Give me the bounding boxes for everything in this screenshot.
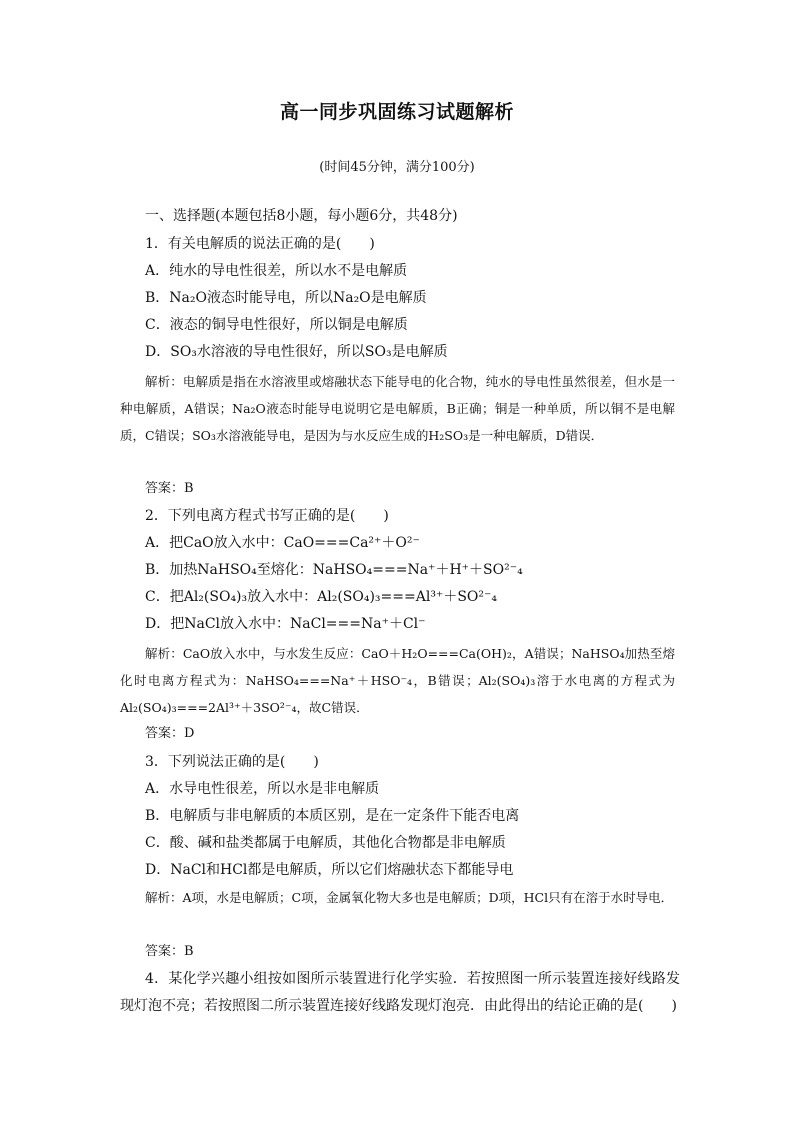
q2-stem: 2．下列电离方程式书写正确的是( ): [145, 508, 389, 524]
q2-option-d: D．把NaCl放入水中：NaCl===Na⁺＋Cl⁻: [145, 616, 426, 632]
q1-answer: 答案：B: [145, 481, 194, 496]
q1-option-a: A．纯水的导电性很差，所以水不是电解质: [145, 263, 408, 279]
page-title: 高一同步巩固练习试题解析: [279, 101, 514, 123]
section-heading: 一、选择题(本题包括8小题，每小题6分，共48分): [145, 208, 458, 224]
q3-option-c: C．酸、碱和盐类都属于电解质，其他化合物都是非电解质: [145, 835, 506, 851]
page-subtitle: (时间45分钟，满分100分): [319, 160, 475, 175]
q1-option-b: B．Na₂O液态时能导电，所以Na₂O是电解质: [145, 290, 427, 306]
q3-analysis: 解析：A项，水是电解质；C项，金属氧化物大多也是电解质；D项，HCl只有在溶于水时导电．: [145, 890, 674, 905]
q1-option-d: D．SO₃水溶液的导电性很好，所以SO₃是电解质: [145, 344, 448, 360]
q2-answer: 答案：D: [145, 726, 195, 741]
q3-option-d: D．NaCl和HCl都是电解质，所以它们熔融状态下都能导电: [145, 862, 514, 878]
q3-option-a: A．水导电性很差，所以水是非电解质: [145, 781, 380, 797]
q3-stem: 3．下列说法正确的是( ): [145, 754, 319, 770]
q2-option-c: C．把Al₂(SO₄)₃放入水中：Al₂(SO₄)₃===Al³⁺＋SO²⁻₄: [145, 589, 498, 605]
q3-answer: 答案：B: [145, 944, 194, 959]
q2-analysis: 解析：CaO放入水中，与水发生反应：CaO＋H₂O===Ca(OH)₂，A错误；NaHSO₄加热至熔化时电离方程式为：NaHSO₄===Na⁺＋HSO⁻₄，B错误；Al₂(SO₄)₃溶于水电离的方程式为Al₂(SO₄)₃===2Al³⁺＋3SO²⁻₄，故C错误．: [120, 646, 675, 715]
q4-stem: 4．某化学兴趣小组按如图所示装置进行化学实验．若按照图一所示装置连接好线路发现灯泡不亮；若按照图二所示装置连接好线路发现灯泡亮．由此得出的结论正确的是( ): [120, 971, 680, 1014]
q1-stem: 1．有关电解质的说法正确的是( ): [145, 236, 375, 252]
q1-analysis: 解析：电解质是指在水溶液里或熔融状态下能导电的化合物，纯水的导电性虽然很差，但水是一种电解质，A错误；Na₂O液态时能导电说明它是电解质，B正确；铜是一种单质，所以铜不是电解质，C错误；SO₃水溶液能导电，是因为与水反应生成的H₂SO₃是一种电解质，D错误．: [120, 374, 675, 443]
q2-option-a: A．把CaO放入水中：CaO===Ca²⁺＋O²⁻: [145, 535, 420, 551]
q1-option-c: C．液态的铜导电性很好，所以铜是电解质: [145, 317, 408, 333]
q3-option-b: B．电解质与非电解质的本质区别，是在一定条件下能否电离: [145, 808, 520, 824]
q2-option-b: B．加热NaHSO₄至熔化：NaHSO₄===Na⁺＋H⁺＋SO²⁻₄: [145, 562, 523, 578]
